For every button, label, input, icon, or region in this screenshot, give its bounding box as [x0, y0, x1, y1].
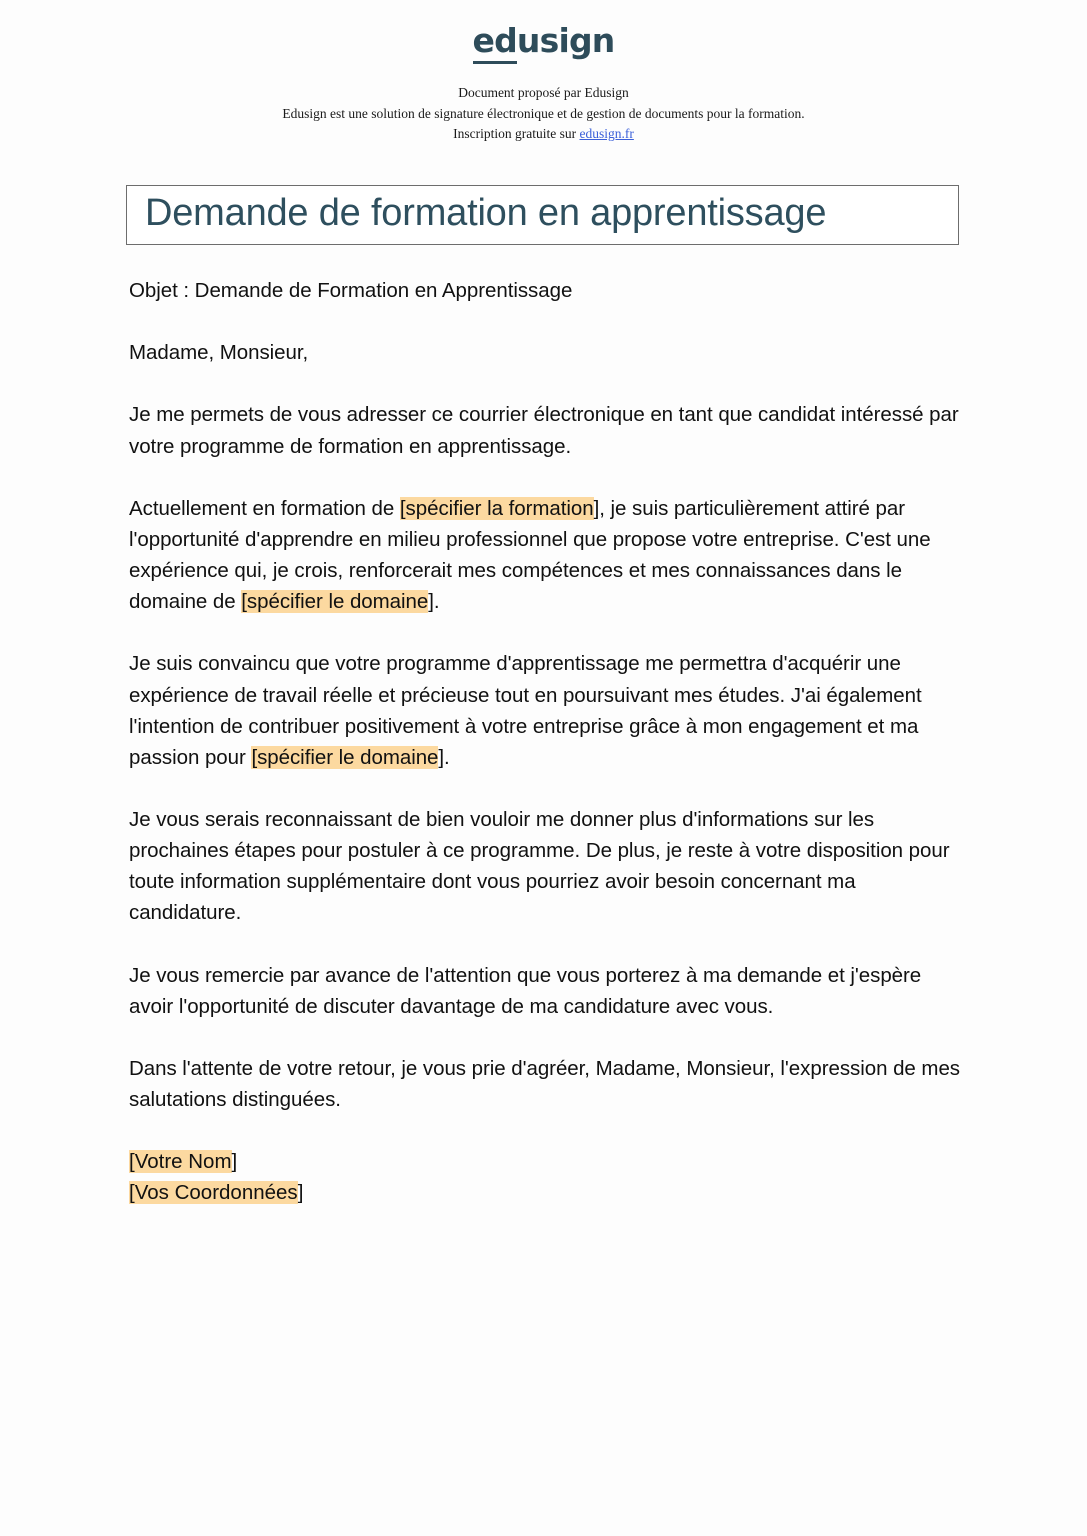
- paragraph-current-training: [129, 493, 967, 618]
- promo-line-3-prefix: Inscription gratuite sur: [453, 126, 580, 142]
- paragraph-motivation: [129, 648, 967, 773]
- paragraph-closing: Dans l'attente de votre retour, je vous prie d'agréer, Madame, Monsieur, l'expression de mes salutations distinguées.: [129, 1056, 960, 1112]
- signature-block: [129, 1146, 967, 1208]
- placeholder-domaine-1: [spécifier le domaine: [241, 590, 429, 614]
- promo-line-3: [0, 124, 1087, 145]
- placeholder-formation: [spécifier la formation: [399, 496, 594, 520]
- edusign-logo: [472, 21, 615, 60]
- para2-text-part-3: ].: [428, 590, 440, 614]
- paragraph-information-request: Je vous serais reconnaissant de bien vouloir me donner plus d'informations sur les prochaines étapes pour postuler à ce programme. De plus, je reste à votre disposition pour toute information supplémentaire dont vous pourriez avoir besoin concernant ma candidature.: [129, 807, 950, 925]
- signature-contact-tail: ]: [297, 1181, 304, 1205]
- placeholder-vos-coordonnees: [Vos Coordonnées: [129, 1181, 298, 1205]
- edusign-website-link[interactable]: edusign.fr: [579, 126, 634, 142]
- para2-text-part-2: ], je suis particulièrement attiré par l'opportunité d'apprendre en milieu professionnel que propose votre entreprise. C'est une expérience qui, je crois, renforcerait mes compétences et mes connaissances dans le domaine de: [129, 496, 931, 614]
- brand-header: [0, 0, 1087, 60]
- title-section: [0, 185, 1087, 246]
- title-box: [126, 185, 959, 246]
- promo-block: [0, 83, 1087, 145]
- placeholder-domaine-2: [spécifier le domaine: [251, 745, 439, 769]
- paragraph-thanks: Je vous remercie par avance de l'attention que vous porterez à ma demande et j'espère avoir l'opportunité de discuter davantage de ma candidature avec vous.: [129, 963, 922, 1018]
- salutation: Madame, Monsieur,: [129, 341, 309, 365]
- signature-name: [129, 1146, 967, 1177]
- page-title: Demande de formation en apprentissage: [145, 191, 827, 234]
- placeholder-votre-nom: [Votre Nom: [129, 1150, 232, 1174]
- promo-line-1: Document proposé par Edusign: [458, 85, 629, 100]
- signature-contact: [129, 1177, 967, 1208]
- edusign-logo-underlined-part: ed: [473, 21, 517, 64]
- para3-text-part-1: Je suis convaincu que votre programme d'apprentissage me permettra d'acquérir une expérience de travail réelle et précieuse tout en poursuivant mes études. J'ai également l'intention de contribuer positivement à votre entreprise grâce à mon engagement et ma passion pour: [129, 652, 922, 769]
- subject-line: Objet : Demande de Formation en Apprentissage: [129, 279, 573, 303]
- para3-text-part-2: ].: [438, 745, 450, 769]
- paragraph-intro: Je me permets de vous adresser ce courrier électronique en tant que candidat intéressé par votre programme de formation en apprentissage.: [129, 403, 959, 458]
- signature-name-tail: ]: [231, 1150, 238, 1174]
- letter-body: [0, 275, 1087, 1208]
- promo-line-2: Edusign est une solution de signature électronique et de gestion de documents pour la formation.: [282, 105, 805, 121]
- para2-text-part-1: Actuellement en formation de: [129, 496, 400, 520]
- edusign-logo-rest: usign: [516, 21, 615, 60]
